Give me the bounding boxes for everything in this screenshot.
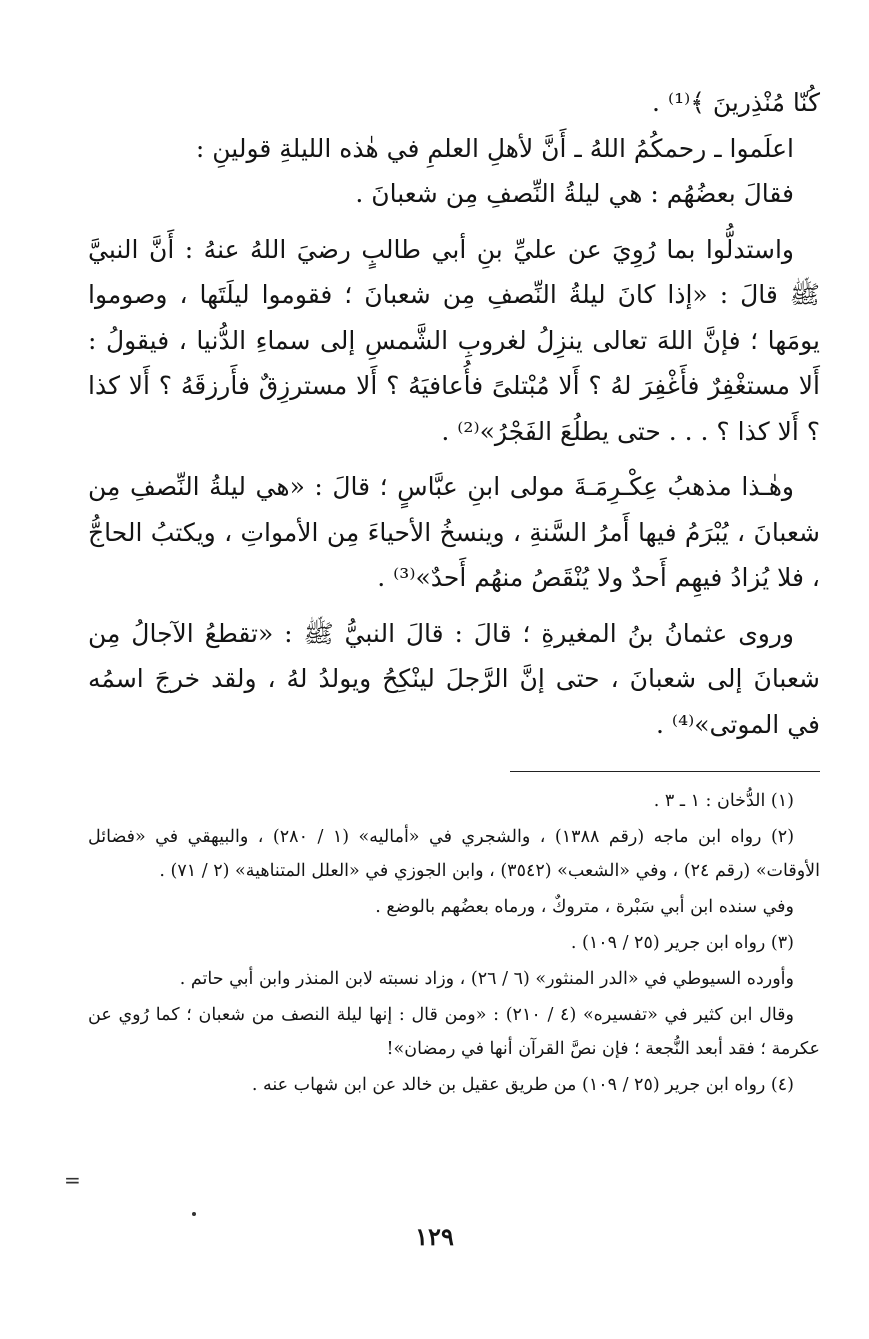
main-text — [88, 80, 820, 747]
margin-mark: = — [64, 1168, 81, 1192]
page-content — [88, 80, 820, 1102]
footnote-1: (١) الدُّخان : ١ ـ ٣ . — [653, 791, 794, 811]
footnotes — [88, 784, 820, 1102]
footnote-divider — [510, 771, 820, 772]
stray-dot — [192, 1212, 196, 1216]
footnote-3-suyuti: وأورده السيوطي في «الدر المنثور» (٦ / ٢٦) ، وزاد نسبته لابن المنذر وابن أبي حاتم . — [179, 969, 794, 989]
footnote-2: (٢) رواه ابن ماجه (رقم ١٣٨٨) ، والشجري في «أماليه» (١ / ٢٨٠) ، والبيهقي في «فضائل الأوقات» (رقم ٢٤) ، وفي «الشعب» (٣٥٤٢) ، وابن الجوزي في «العلل المتناهية» (٢ / ٧١) . — [88, 827, 820, 881]
page-number: ١٢٩ — [415, 1222, 454, 1251]
text-line-continuation: كُنّا مُنْذِرينَ ﴾⁽¹⁾ . — [652, 88, 820, 117]
footnote-3: (٣) رواه ابن جرير (٢٥ / ١٠٩) . — [570, 933, 794, 953]
footnote-2-note: وفي سنده ابن أبي سَبْرة ، متروكٌ ، ورماه بعضُهم بالوضع . — [375, 897, 794, 917]
footnote-4: (٤) رواه ابن جرير (٢٥ / ١٠٩) من طريق عقيل بن خالد عن ابن شهاب عنه . — [251, 1075, 794, 1095]
paragraph-uthman: وروى عثمانُ بنُ المغيرةِ ؛ قالَ : قالَ النبيُّ ﷺ : «تقطعُ الآجالُ مِن شعبانَ إلى شعبانَ ، حتى إنَّ الرَّجلَ لينْكِحُ ويولدُ لهُ ، ولقد خرجَ اسمُه في الموتى»⁽⁴⁾ . — [88, 618, 820, 739]
paragraph-ikrimah: وهٰـذا مذهبُ عِكْـرِمَـةَ مولى ابنِ عبَّاسٍ ؛ قالَ : «هي ليلةُ النِّصفِ مِن شعبانَ ، يُبْرَمُ فيها أَمرُ السَّنةِ ، وينسخُ الأحياءَ مِن الأمواتِ ، ويكتبُ الحاجُّ ، فلا يُزادُ فيهِم أَحدٌ ولا يُنْقَصُ منهُم أَحدٌ»⁽³⁾ . — [88, 472, 820, 592]
paragraph-intro: اعلَموا ـ رحمكُمُ اللهُ ـ أَنَّ لأهلِ العلمِ في هٰذه الليلةِ قولينِ : — [195, 133, 794, 163]
paragraph-first-opinion: فقالَ بعضُهُم : هي ليلةُ النِّصفِ مِن شعبانَ . — [355, 179, 794, 208]
paragraph-hadith-ali: واستدلُّوا بما رُوِيَ عن عليِّ بنِ أبي طالبٍ رضيَ اللهُ عنهُ : أَنَّ النبيَّ ﷺ قالَ : «إذا كانَ ليلةُ النِّصفِ مِن شعبانَ ؛ فقوموا ليلَتَها ، وصوموا يومَها ؛ فإنَّ اللهَ تعالى ينزِلُ لغروبِ الشَّمسِ إلى سماءِ الدُّنيا ، فيقولُ : أَلا مستغْفِرٌ فأَغْفِرَ لهُ ؟ أَلا مُبْتلىً فأُعافيَهُ ؟ أَلا مسترزِقٌ فأَرزقَهُ ؟ أَلا كذا ؟ أَلا كذا ؟ . . . حتى يطلُعَ الفَجْرُ»⁽²⁾ . — [88, 234, 821, 446]
footnote-3-ibn-kathir: وقال ابن كثير في «تفسيره» (٤ / ٢١٠) : «ومن قال : إنها ليلة النصف من شعبان ؛ كما رُوي عن عكرمة ؛ فقد أبعد النُّجعة ؛ فإن نصَّ القرآن أنها في رمضان»! — [88, 1005, 820, 1059]
